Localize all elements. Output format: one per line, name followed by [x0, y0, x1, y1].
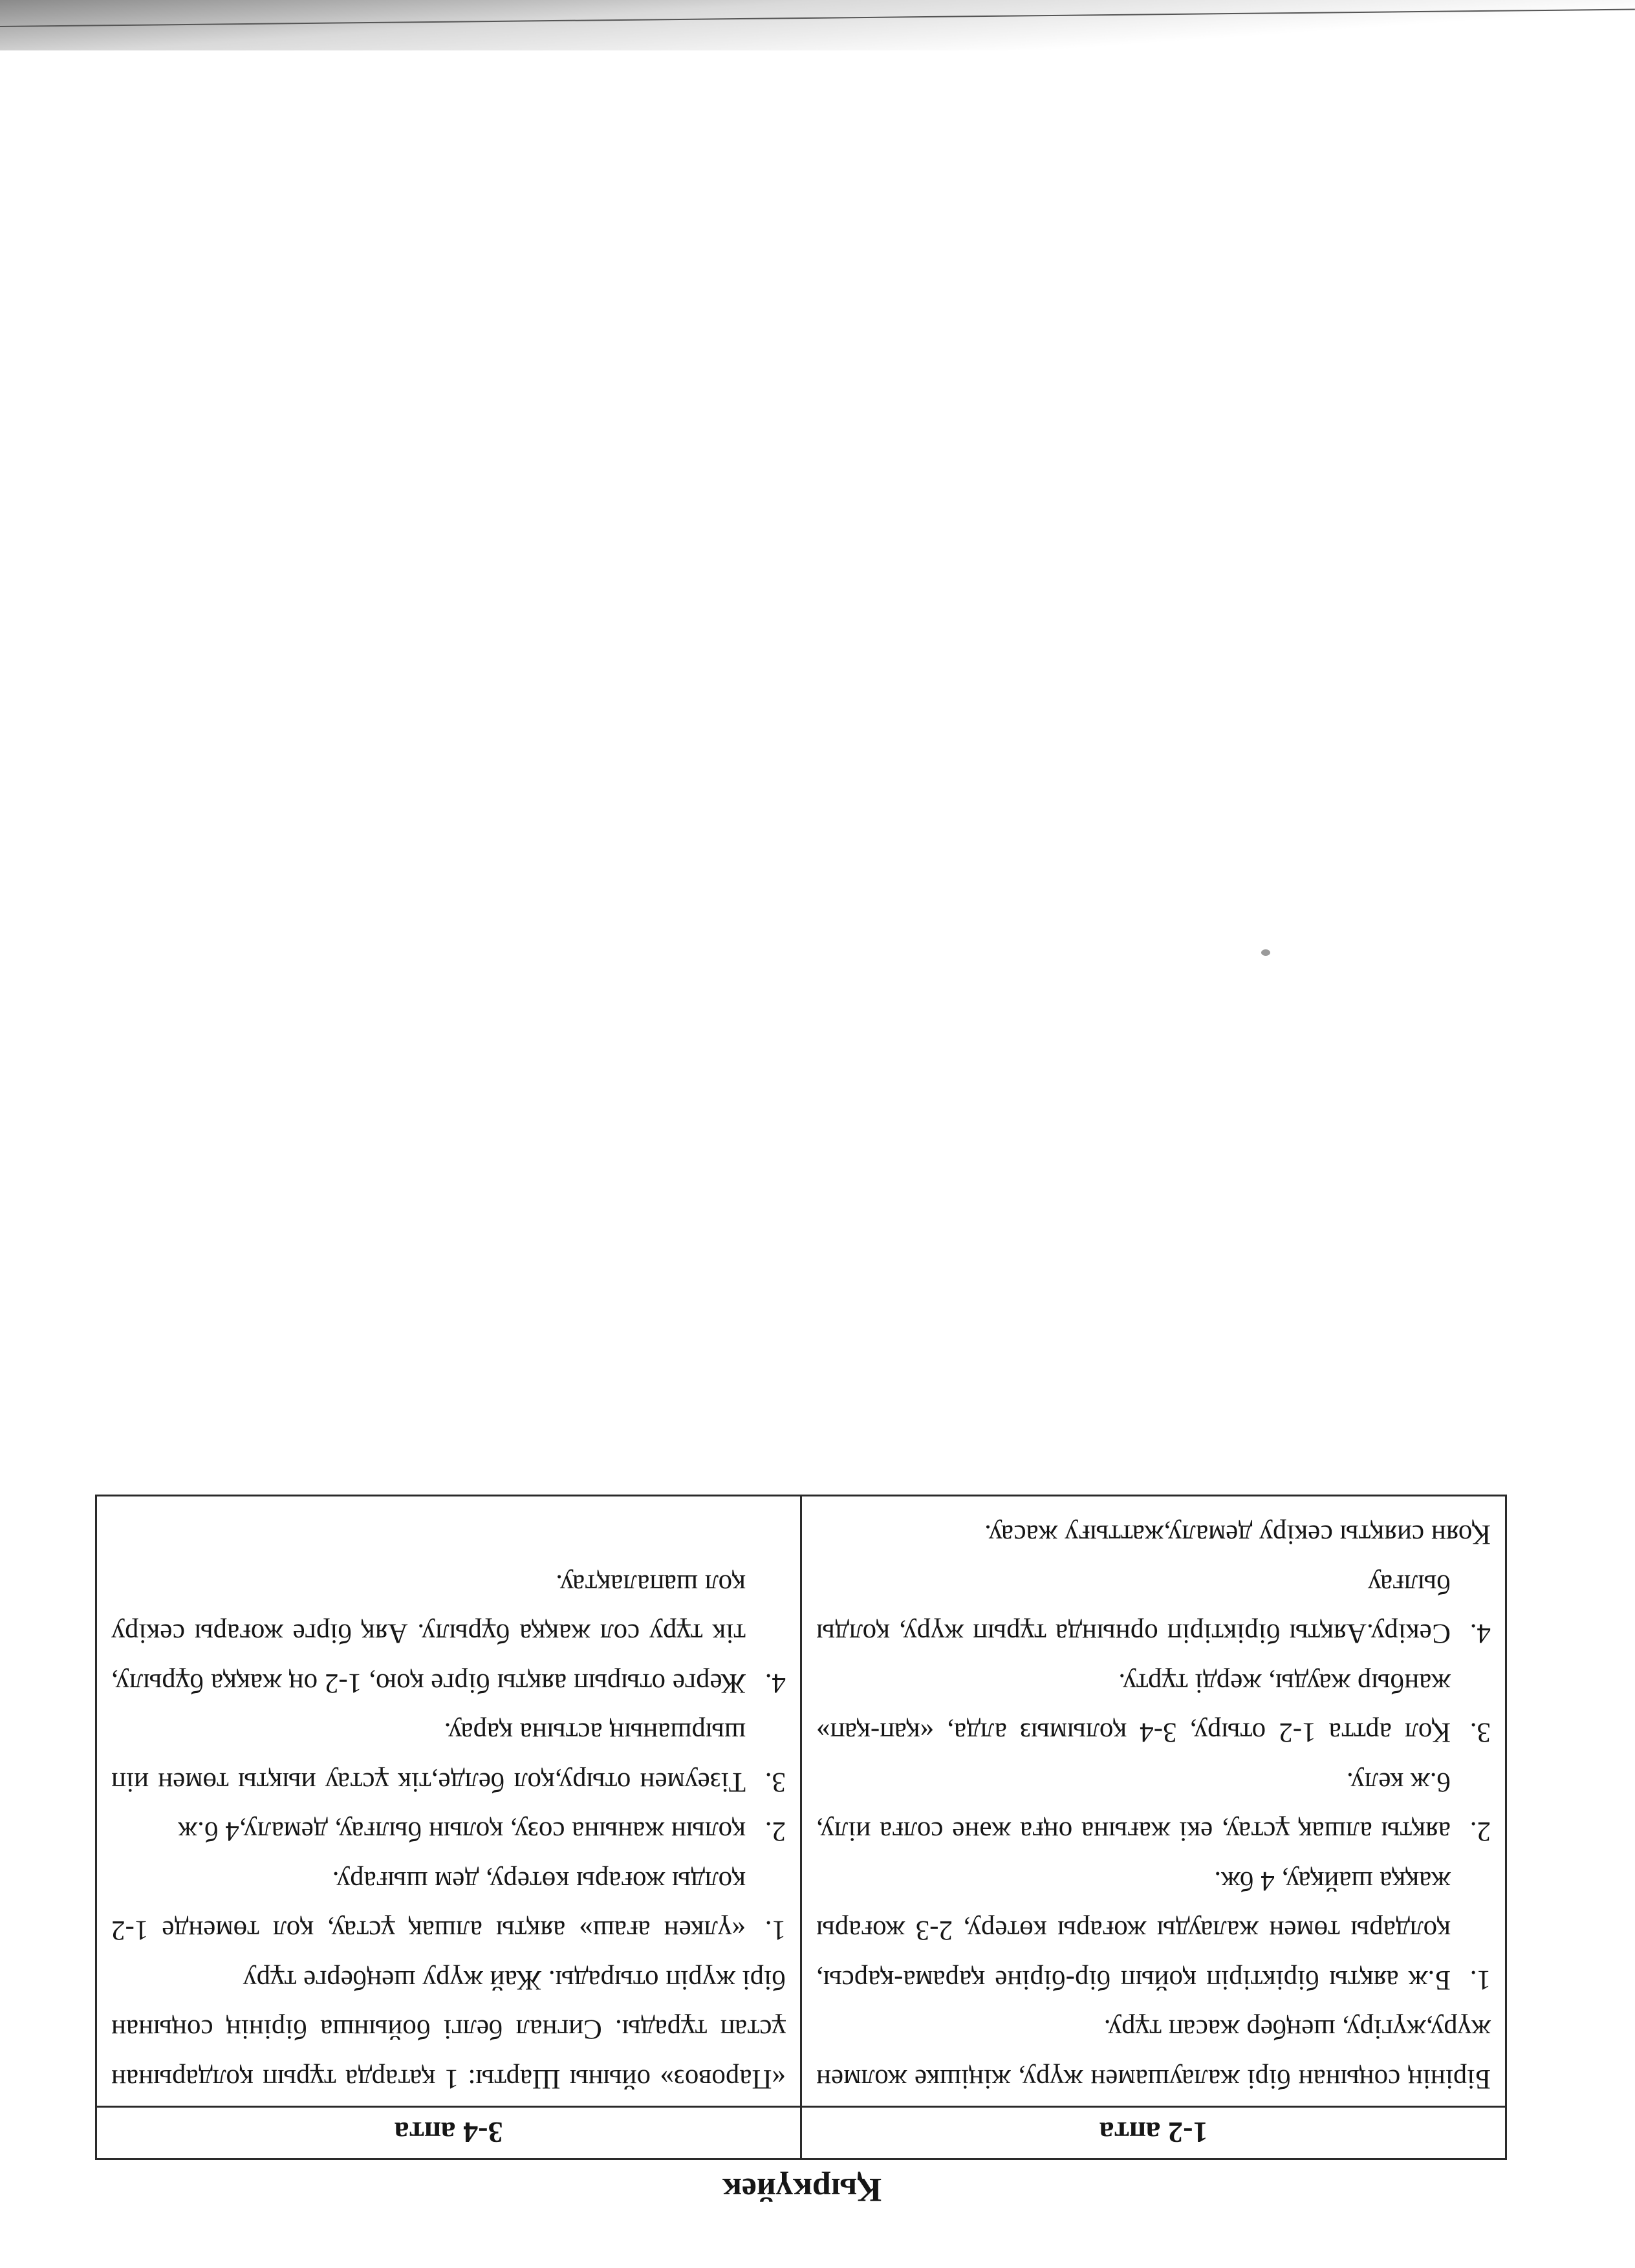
- scan-speck: [1261, 949, 1270, 956]
- list-number: 3.: [764, 1767, 786, 1797]
- cell-outro: Қоян сияқты секіру демалу,жаттығу жасау.: [984, 1519, 1491, 1550]
- list-number: 4.: [764, 1668, 786, 1698]
- list-number: 4.: [1469, 1618, 1491, 1649]
- column-header-weeks-1-2: 1-2 апта: [801, 2107, 1506, 2159]
- column-header-weeks-3-4: 3-4 апта: [96, 2107, 801, 2159]
- plan-table: [95, 1495, 1507, 2160]
- list-text: Жерге отырып аяқты бірге қою, 1-2 оң жаққа бұрылу, тік тұру сол жаққа бұрылу. Аяқ бірге жоғары секіру қол шапалақтау.: [111, 1569, 746, 1698]
- list-number: 1.: [1469, 1965, 1491, 1995]
- list-text: Тізеумен отыру,қол белде,тік ұстау иықты төмен иіп шыршаның астына қарау.: [111, 1717, 746, 1797]
- list-item: [111, 1559, 786, 1708]
- list-item: [111, 1856, 786, 1955]
- list-item: [816, 1757, 1491, 1856]
- list-item: [111, 1707, 786, 1806]
- list-text: қолын жанына созу, қолын былғау, демалу,4 б.ж: [178, 1816, 746, 1847]
- list-item: [816, 1856, 1491, 2005]
- page-title: Қыркүйек: [722, 2171, 882, 2208]
- list-number: 2.: [1469, 1816, 1491, 1847]
- cell-intro: Бірінің соңынан бірі жалаушамен жүру, жіңішке жолмен жүру,жүгіру, шеңбер жасап тұру.: [816, 2014, 1491, 2094]
- list-number: 1.: [764, 1915, 786, 1946]
- cell-intro: «Паровоз» ойыны Шарты: 1 қатарда тұрып қолдарынан ұстап тұрады. Сигнал белгі бойынша бірінің соңынан бірі жүріп отырады. Жай жүру шеңберге тұру: [111, 1965, 786, 2094]
- list-text: Секіру.Аяқты біріктіріп орнында тұрып жүру, қолды былғау: [816, 1569, 1451, 1649]
- list-text: Б.ж аяқты біріктіріп қойып бір-біріне қарама-қарсы, қолдары төмен жалауды жоғары көтеру, 2-3 жоғары жаққа шайқау, 4 бж.: [816, 1866, 1451, 1995]
- list-number: 2.: [764, 1816, 786, 1847]
- scan-top-edge: [0, 0, 1635, 50]
- list-text: Қол артта 1-2 отыру, 3-4 қолымыз алда, «қап-қап» жанбыр жауды, жерді тұрту.: [816, 1668, 1451, 1748]
- list-number: 3.: [1469, 1717, 1491, 1748]
- list-item: [111, 1806, 786, 1856]
- table-body-row: [96, 1496, 1506, 2107]
- list-item: [816, 1559, 1491, 1658]
- table-header-row: [96, 2107, 1506, 2159]
- document-page: [78, 847, 1526, 2238]
- list-item: [816, 1658, 1491, 1757]
- cell-weeks-1-2: [801, 1496, 1506, 2107]
- list-text: аяқты алшақ ұстау, екі жағына оңға және солға иілу, 6.ж келу.: [816, 1767, 1451, 1847]
- list-text: «үлкен ағаш» аяқты алшақ ұстау, қол төменде 1-2 қолды жоғары көтеру, дем шығару.: [111, 1866, 746, 1946]
- cell-weeks-3-4: [96, 1496, 801, 2107]
